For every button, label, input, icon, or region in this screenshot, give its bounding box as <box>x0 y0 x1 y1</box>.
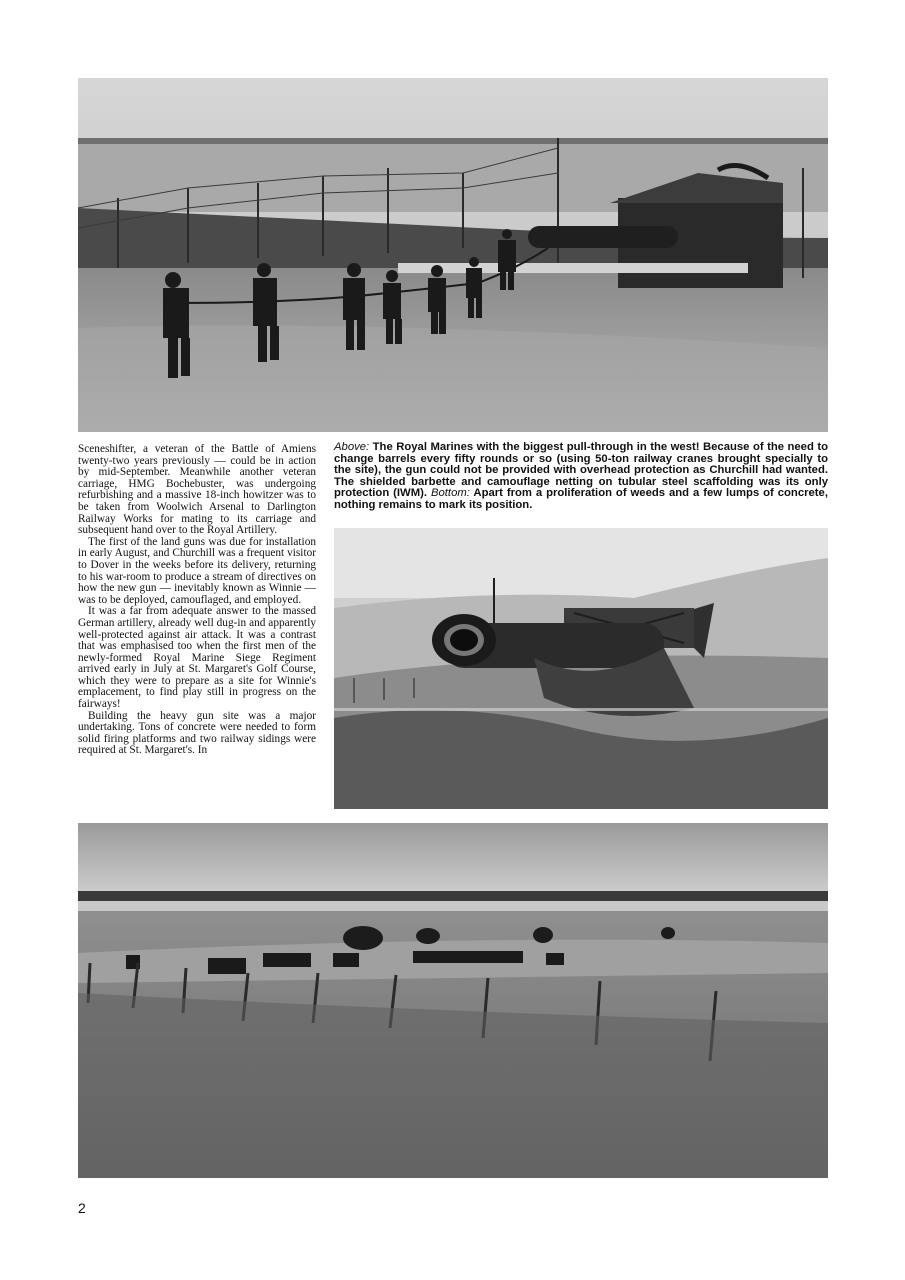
body-paragraph: Building the heavy gun site was a major undertaking. Tons of concrete were needed to form solid firing platforms and two railway sidings were required at St. Margaret's. In <box>78 709 316 757</box>
photo-top-marines-pull-through <box>78 78 828 432</box>
body-text-column <box>78 444 316 757</box>
photo-caption <box>334 442 828 511</box>
caption-bottom-label: Bottom: <box>430 487 470 499</box>
body-paragraph: Sceneshifter, a veteran of the Battle of Amiens twenty-two years previously — could be in action by mid-September. Meanwhile another veteran carriage, HMG Bochebuster, was undergoing refurbishing and a massive 18-inch howitzer was to be taken from Woolwich Arsenal to Darlington Railway Works for mating to its carriage and subsequent hand over to the Royal Artillery. <box>78 443 316 537</box>
photo-middle-camouflaged-gun <box>334 528 828 809</box>
photo-bottom-field-cattle <box>78 823 828 1178</box>
page-number: 2 <box>78 1200 86 1216</box>
caption-above-label: Above: <box>334 441 370 453</box>
body-paragraph: It was a far from adequate answer to the massed German artillery, already well dug-in and apparently well-protected against air attack. It was a contrast that was emphasised too when the first men of the newly-formed Royal Marine Siege Regiment arrived early in July at St. Margaret's Golf Course, which they were to prepare as a site for Winnie's emplacement, to find play still in progress on the fairways! <box>78 605 316 711</box>
caption-above-text: The Royal Marines with the biggest pull-through in the west! Because of the need to change barrels every fifty rounds or so (using 50-ton railway cranes brought specially to the site), the gun could not be provided with overhead protection as Churchill had wanted. The shielded barbette and camouflage netting on tubular steel scaffolding was its only protection (IWM). <box>334 441 828 499</box>
caption-bottom-text: Apart from a proliferation of weeds and a few lumps of concrete, nothing remains to mark its position. <box>334 487 828 511</box>
body-paragraph: The first of the land guns was due for installation in early August, and Churchill was a frequent visitor to Dover in the weeks before its delivery, returning to his war-room to produce a stream of directives on how the new gun — inevitably known as Winnie — was to be deployed, camouflaged, and employed. <box>78 535 316 606</box>
